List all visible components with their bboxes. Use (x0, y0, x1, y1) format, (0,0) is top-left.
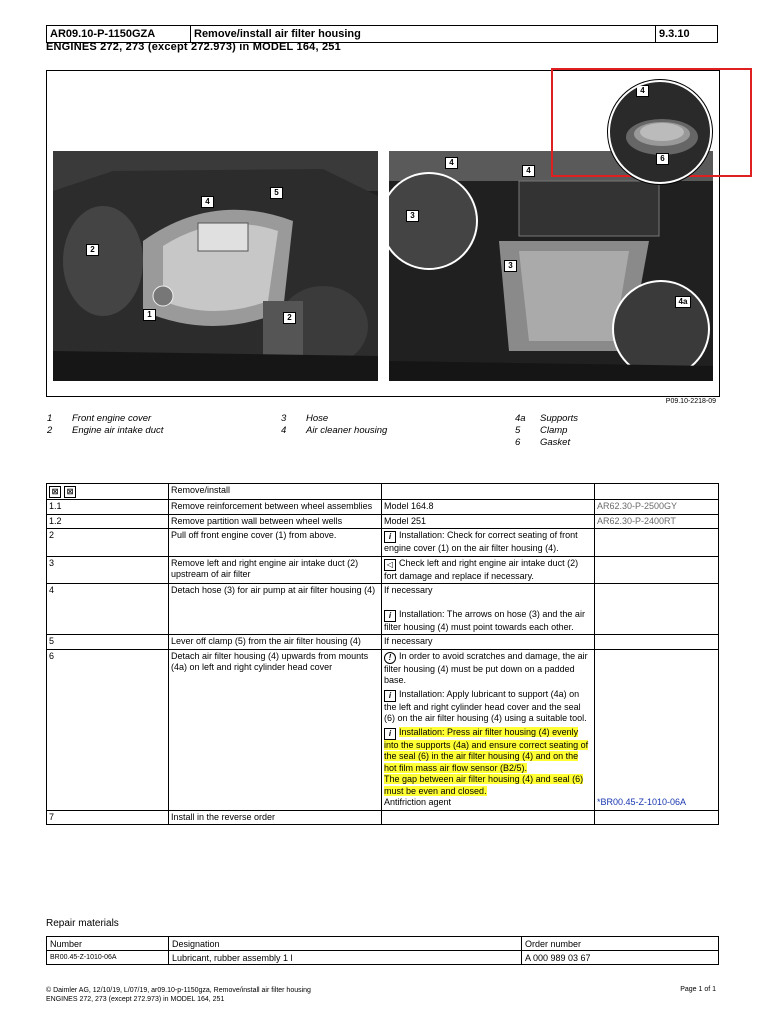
step-note: Model 164.8 (382, 500, 595, 515)
step-number: 6 (47, 649, 169, 810)
column-header: Designation (169, 937, 522, 951)
step-action: Pull off front engine cover (1) from above. (169, 529, 382, 557)
callout-4-left: 4 (201, 196, 214, 208)
step-action: Detach air filter housing (4) upwards from mounts (4a) on left and right cylinder head cover (169, 649, 382, 810)
step-action: Remove reinforcement between wheel assemblies (169, 500, 382, 515)
callout-3-right-a: 3 (406, 210, 419, 222)
expand-icon[interactable]: ⊠ (49, 486, 61, 498)
column-header: Number (47, 937, 169, 951)
step-number: 7 (47, 810, 169, 825)
engine-illustration-right (389, 151, 713, 381)
legend-text: Gasket (540, 437, 571, 448)
callout-4-detail: 4 (636, 85, 649, 97)
step-empty (595, 529, 719, 557)
step-note: Installation: The arrows on hose (3) and the air filter housing (4) must point towards each other. (384, 608, 585, 632)
legend-text: Supports (540, 413, 579, 424)
legend-text: Clamp (540, 425, 568, 436)
column-header: Order number (522, 937, 719, 951)
check-icon: ◁ (384, 559, 396, 571)
step-note: Installation: Check for correct seating of front engine cover (1) on the air filter housing (4). (384, 530, 578, 553)
step-number: 5 (47, 635, 169, 650)
engine-photo-right (389, 151, 713, 381)
table-row (47, 951, 719, 965)
step-reference-link[interactable]: *BR00.45-Z-1010-06A (595, 649, 719, 810)
table-row (47, 556, 719, 584)
step-number: 1.1 (47, 500, 169, 515)
step-number: 4 (47, 584, 169, 635)
table-row (47, 649, 719, 810)
table-header-row (47, 484, 719, 500)
step-note: If necessary (384, 585, 433, 595)
callout-3-right-b: 3 (504, 260, 517, 272)
info-icon: i (384, 531, 396, 543)
step-number: 2 (47, 529, 169, 557)
figure-id: P09.10-2218-09 (665, 398, 716, 405)
engine-photo-left (53, 151, 378, 381)
repair-materials-table (46, 936, 719, 965)
callout-4a-right: 4a (675, 296, 691, 308)
legend-num: 1 (47, 413, 53, 424)
step-reference-link[interactable]: AR62.30-P-2500GY (595, 500, 719, 515)
step-empty (595, 810, 719, 825)
table-row (47, 529, 719, 557)
collapse-icon[interactable]: ⊠ (64, 486, 76, 498)
step-action: Install in the reverse order (169, 810, 382, 825)
legend-text: Air cleaner housing (306, 425, 388, 436)
step-empty (382, 810, 595, 825)
callout-2-left-b: 2 (283, 312, 296, 324)
legend-num: 3 (281, 413, 287, 424)
table-header-row (47, 937, 719, 951)
step-note: Antifriction agent (384, 797, 452, 807)
table-row (47, 514, 719, 529)
callout-1-left: 1 (143, 309, 156, 321)
legend-num: 6 (515, 437, 521, 448)
page-number: Page 1 of 1 (680, 986, 716, 993)
step-note: Check left and right engine air intake duct (2) fort damage and replace if necessary. (384, 557, 579, 581)
step-note-highlighted: Installation: Press air filter housing (4) evenly into the supports (4a) and ensure correct seating of the seal (6) in the air filter housing (4) and on the hot film mass air flow sensor (B2/5). (384, 726, 589, 773)
step-number: 3 (47, 556, 169, 584)
document-version: 9.3.10 (656, 26, 718, 43)
caution-icon: ! (384, 652, 396, 664)
callout-5-left: 5 (270, 187, 283, 199)
document-title: Remove/install air filter housing (191, 26, 656, 43)
step-empty (595, 584, 719, 635)
header-empty (382, 484, 595, 500)
table-row (47, 810, 719, 825)
procedure-table (46, 483, 719, 825)
repair-materials-title: Repair materials (46, 918, 119, 929)
info-icon: i (384, 690, 396, 702)
expand-collapse-icons[interactable] (47, 484, 169, 500)
table-row (47, 500, 719, 515)
callout-2-left-a: 2 (86, 244, 99, 256)
callout-6-detail: 6 (656, 153, 669, 165)
document-code: AR09.10-P-1150GZA (47, 26, 191, 43)
material-number: BR00.45-Z-1010-06A (47, 951, 169, 965)
detail-inset-circle (608, 80, 712, 184)
header-label: Remove/install (169, 484, 382, 500)
info-icon: i (384, 610, 396, 622)
step-note-cell (382, 529, 595, 557)
step-empty (595, 635, 719, 650)
engine-illustration-left (53, 151, 378, 381)
legend-num: 4a (515, 413, 526, 424)
legend-text: Engine air intake duct (72, 425, 164, 436)
legend-num: 4 (281, 425, 287, 436)
step-note-cell (382, 649, 595, 810)
material-order-number: A 000 989 03 67 (522, 951, 719, 965)
step-note-cell (382, 556, 595, 584)
step-note: Installation: Apply lubricant to support (4a) on the left and right cylinder head cover and the seal (6) on the air filter housing (4) using a suitable tool. (384, 688, 587, 723)
step-note-highlighted: The gap between air filter housing (4) and seal (6) must be even and closed. (384, 774, 584, 796)
step-action: Remove partition wall between wheel wells (169, 514, 382, 529)
step-note-cell (382, 584, 595, 635)
step-action: Lever off clamp (5) from the air filter housing (4) (169, 635, 382, 650)
footer-copyright: © Daimler AG, 12/10/19, L/07/19, ar09.10-p-1150gza, Remove/install air filter housing (46, 987, 311, 994)
step-note: If necessary (382, 635, 595, 650)
step-note: In order to avoid scratches and damage, the air filter housing (4) must be put down on a padded base. (384, 650, 588, 685)
legend-num: 2 (47, 425, 53, 436)
header-empty (595, 484, 719, 500)
table-row (47, 584, 719, 635)
footer (46, 986, 311, 1004)
callout-4-right-a: 4 (445, 157, 458, 169)
legend-text: Front engine cover (72, 413, 152, 424)
step-number: 1.2 (47, 514, 169, 529)
step-note: Model 251 (382, 514, 595, 529)
legend-text: Hose (306, 413, 329, 424)
callout-4-right-b: 4 (522, 165, 535, 177)
legend-num: 5 (515, 425, 521, 436)
info-icon: i (384, 728, 396, 740)
step-action: Detach hose (3) for air pump at air filter housing (4) (169, 584, 382, 635)
table-row (47, 635, 719, 650)
step-empty (595, 556, 719, 584)
step-action: Remove left and right engine air intake duct (2) upstream of air filter (169, 556, 382, 584)
step-reference-link[interactable]: AR62.30-P-2400RT (595, 514, 719, 529)
material-designation: Lubricant, rubber assembly 1 l (169, 951, 522, 965)
seal-detail-illustration (610, 82, 710, 182)
footer-engines: ENGINES 272, 273 (except 272.973) in MODEL 164, 251 (46, 996, 225, 1003)
engines-subtitle: ENGINES 272, 273 (except 272.973) in MODEL 164, 251 (46, 41, 341, 53)
